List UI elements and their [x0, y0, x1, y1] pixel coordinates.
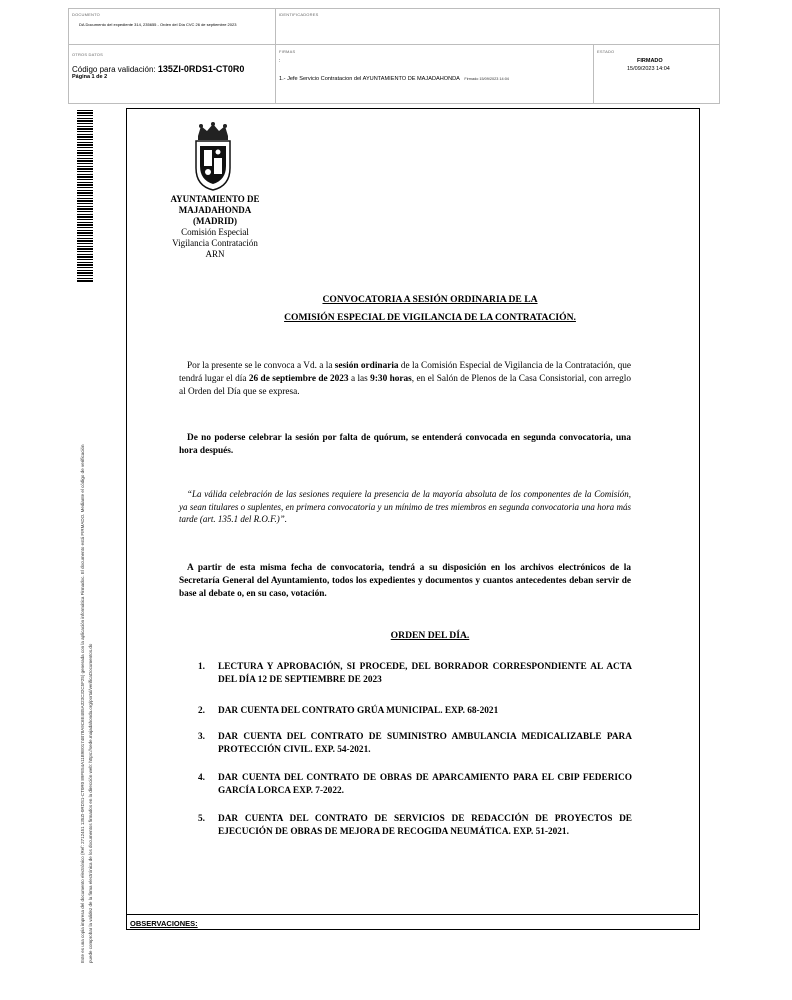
firma-date: Firmado 15/09/2023 14:04 [464, 77, 509, 81]
estado-date: 15/09/2023 14:04 [627, 66, 670, 72]
agenda-item: 5. DAR CUENTA DEL CONTRATO DE SERVICIOS DE REDACCIÓN DE PROYECTOS DE EJECUCIÓN DE OBRAS DE MEJORA DE RECOGIDA NEUMÁTICA. EXP. 51-2021. [198, 814, 632, 837]
paragraph-disposicion: A partir de esta misma fecha de convocatoria, tendrá a su disposición en los archivos electrónicos de la Secretaría General del Ayuntamiento, todos los expedientes y documentos y cuantos antecedentes deban servir de base al debate o, en su caso, votación. [179, 563, 631, 599]
document-title-line-1: CONVOCATORIA A SESIÓN ORDINARIA DE LA [322, 294, 538, 305]
letterhead-line-5: Vigilancia Contratación [172, 238, 258, 248]
letterhead-line-6: ARN [205, 249, 225, 259]
agenda-item: 3. DAR CUENTA DEL CONTRATO DE SUMINISTRO AMBULANCIA MEDICALIZABLE PARA PROTECCIÓN CIVIL. EXP. 54-2021. [198, 732, 632, 755]
page-number: Página 1 de 2 [72, 74, 108, 80]
letterhead-line-4: Comisión Especial [181, 227, 249, 237]
firmas-colon: : [279, 58, 281, 64]
document-header [68, 8, 720, 104]
paragraph-quorum: De no poderse celebrar la sesión por falta de quórum, se entenderá convocada en segunda convocatoria, una hora después. [179, 433, 631, 456]
validation-code-prefix: Código para validación: [72, 65, 156, 74]
paragraph-rof-quote: “La válida celebración de las sesiones requiere la presencia de la mayoría absoluta de los componentes de la Comisión, ya sean titulares o suplentes, en primera convocatoria y un mínimo de tres miembros en segunda convocatoria una hora más tarde (art. 135.1 del R.O.F.)”. [179, 489, 631, 524]
agenda-item: 4. DAR CUENTA DEL CONTRATO DE OBRAS DE APARCAMIENTO PARA EL CBIP FEDERICO GARCÍA LORCA EXP. 7-2022. [198, 773, 632, 796]
documento-label: DOCUMENTO [72, 12, 100, 17]
firmas-label: FIRMAS [279, 49, 296, 54]
side-verification-text-2: puede comprobar la validez de la firma electrónica de los documentos firmados en la dirección web: https://sede.majadahonda.org/portal/verificaDocumentos.do [88, 643, 93, 963]
letterhead-line-2: MAJADAHONDA [178, 205, 252, 215]
orden-del-dia-title: ORDEN DEL DÍA. [390, 630, 470, 641]
paragraph-convocatoria: Por la presente se le convoca a Vd. a la sesión ordinaria de la Comisión Especial de Vigilancia de la Contratación, que tendrá lugar el día 26 de septiembre de 2023 a las 9:30 horas, en el Salón de Plenos de la Casa Consistorial, con arreglo al Orden del Día que se expresa. [179, 361, 631, 397]
letterhead-line-1: AYUNTAMIENTO DE [170, 194, 260, 204]
firma-line: 1.- Jefe Servicio Contratacion del AYUNTAMIENTO DE MAJADAHONDA [279, 76, 460, 82]
barcode [77, 110, 93, 282]
agenda-item: 1. LECTURA Y APROBACIÓN, SI PROCEDE, DEL BORRADOR CORRESPONDIENTE AL ACTA DEL DÍA 12 DE SEPTIEMBRE DE 2023 [198, 662, 632, 685]
observaciones-label: OBSERVACIONES: [130, 919, 198, 928]
coat-of-arms-icon [192, 122, 234, 192]
validation-code [72, 64, 244, 74]
letterhead-line-3: (MADRID) [193, 216, 237, 226]
validation-code-value: 135ZI-0RDS1-CT0R0 [157, 64, 245, 74]
document-title-line-2: COMISIÓN ESPECIAL DE VIGILANCIA DE LA CONTRATACIÓN. [284, 312, 576, 323]
firma-entry [279, 67, 509, 85]
otros-datos-label: OTROS DATOS [72, 52, 103, 57]
side-verification-text-1: Este es una copia impresa del documento electrónico (Ref: 2712451 135ZI-0RDS1-CT0R0 89FE54A11B9E0174B78A9C6E4B5A323C32C5F25) generada con la aplicación informática Firmadoc. El documento está FIRMADO. Mediante el código de verificación [80, 444, 85, 963]
identificadores-label: IDENTIFICADORES [279, 12, 319, 17]
documento-value: DA Documento del expediente 314, 235655 - Orden del Día CVC 26 de septiembre 2023 [79, 22, 237, 27]
estado-value: FIRMADO [637, 58, 663, 64]
observaciones-section [126, 914, 698, 929]
estado-label: ESTADO [597, 49, 615, 54]
agenda-item: 2. DAR CUENTA DEL CONTRATO GRÚA MUNICIPAL. EXP. 68-2021 [198, 706, 499, 716]
